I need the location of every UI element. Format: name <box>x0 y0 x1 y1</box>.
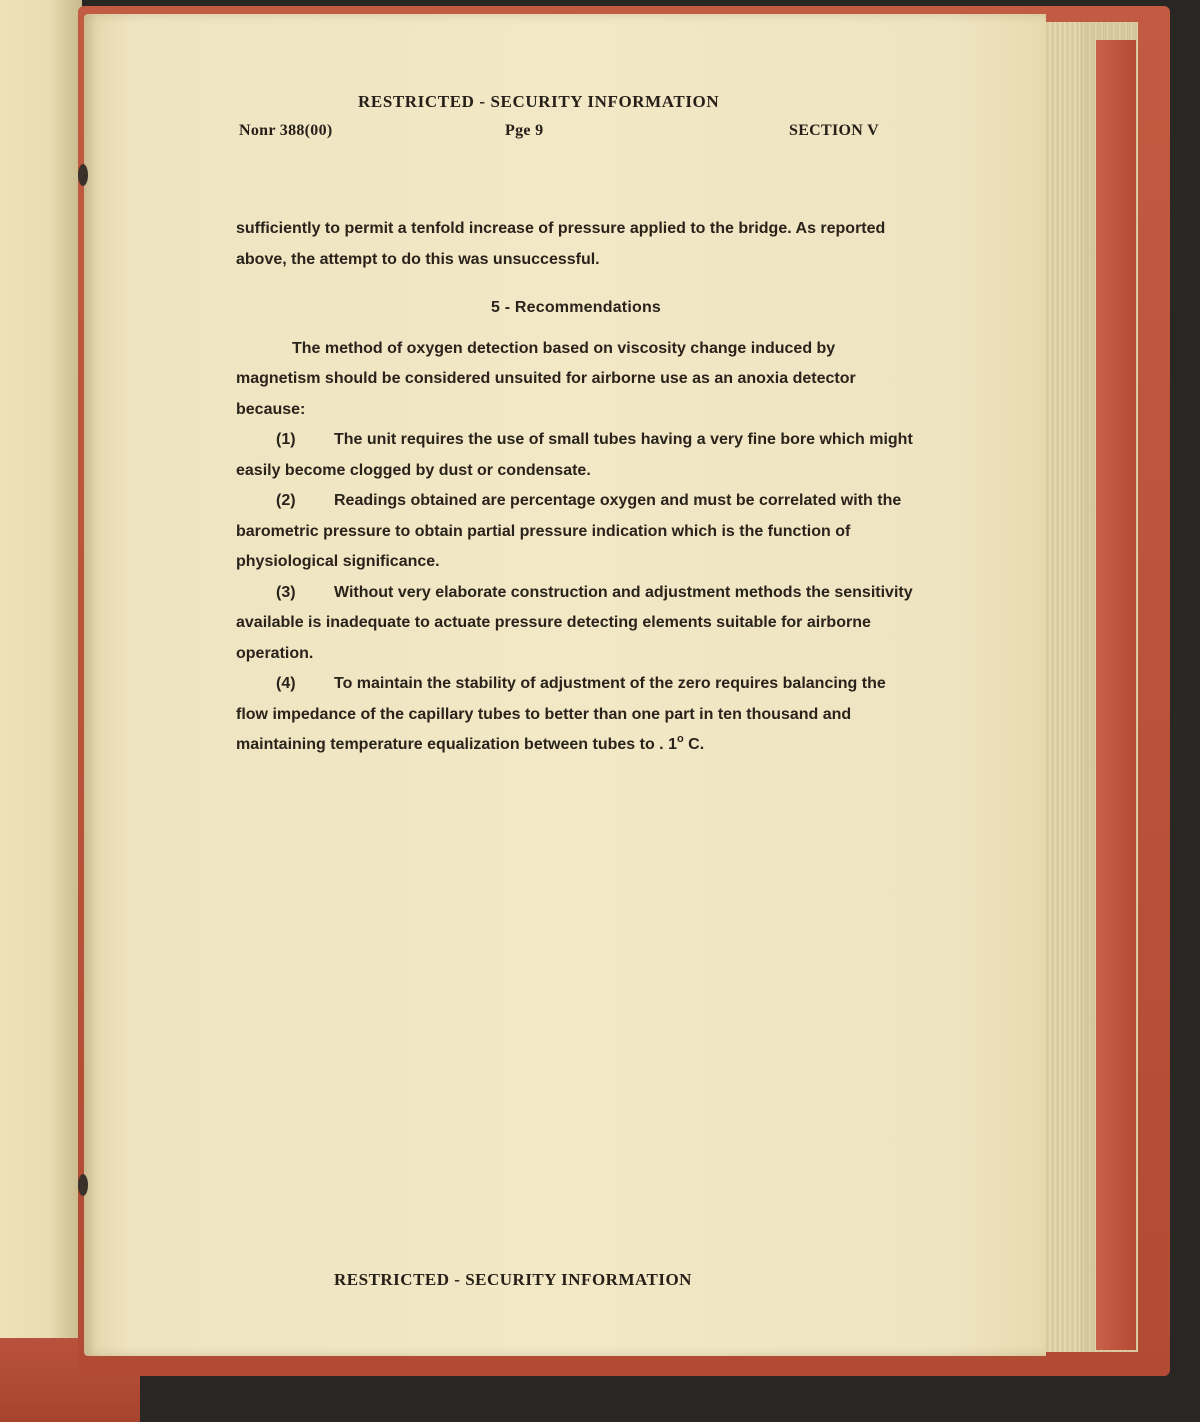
header-classification: RESTRICTED - SECURITY INFORMATION <box>358 92 720 111</box>
section-heading: 5 - Recommendations <box>490 299 662 316</box>
binding-hole <box>78 1174 88 1196</box>
binding-hole <box>78 164 88 186</box>
list-item-number: (3) <box>276 583 296 601</box>
footer-classification: RESTRICTED - SECURITY INFORMATION <box>334 1270 692 1289</box>
list-item <box>236 425 916 486</box>
list-item-text-end: C. <box>683 736 705 753</box>
list-item <box>236 669 916 761</box>
list-item-number: (1) <box>276 431 296 448</box>
header-page-number: Pge 9 <box>505 122 544 139</box>
degree-superscript: o <box>676 733 684 745</box>
list-item <box>236 578 916 670</box>
document-page <box>84 14 1046 1356</box>
page-edges-red <box>1096 40 1136 1350</box>
header-section: SECTION V <box>789 122 879 139</box>
list-item-text: Without very elaborate construction and adjustment methods the sensitivity available is inadequate to actuate pressure detecting elements suitable for airborne operation. <box>236 583 913 662</box>
continuation-paragraph: sufficiently to permit a tenfold increase of pressure applied to the bridge. As reported above, the attempt to do this was unsuccessful. <box>236 220 886 268</box>
page-body <box>236 214 916 761</box>
header-contract-number: Nonr 388(00) <box>239 122 333 139</box>
list-item-number: (2) <box>276 492 296 509</box>
left-facing-page <box>0 0 82 1352</box>
list-item-number: (4) <box>276 675 296 692</box>
list-item-text: To maintain the stability of adjustment of the zero requires balancing the flow impedance of the capillary tubes to better than one part in ten thousand and maintaining temperature equalization between tubes to . 1 <box>236 675 886 753</box>
list-item <box>236 486 916 578</box>
intro-paragraph: The method of oxygen detection based on viscosity change induced by magnetism should be considered unsuited for airborne use as an anoxia detector because: <box>236 339 856 418</box>
list-item-text: The unit requires the use of small tubes having a very fine bore which might easily become clogged by dust or condensate. <box>236 431 913 479</box>
page-edges-tan <box>1040 22 1080 1352</box>
list-item-text: Readings obtained are percentage oxygen and must be correlated with the barometric pressure to obtain partial pressure indication which is the function of physiological significance. <box>236 492 902 570</box>
